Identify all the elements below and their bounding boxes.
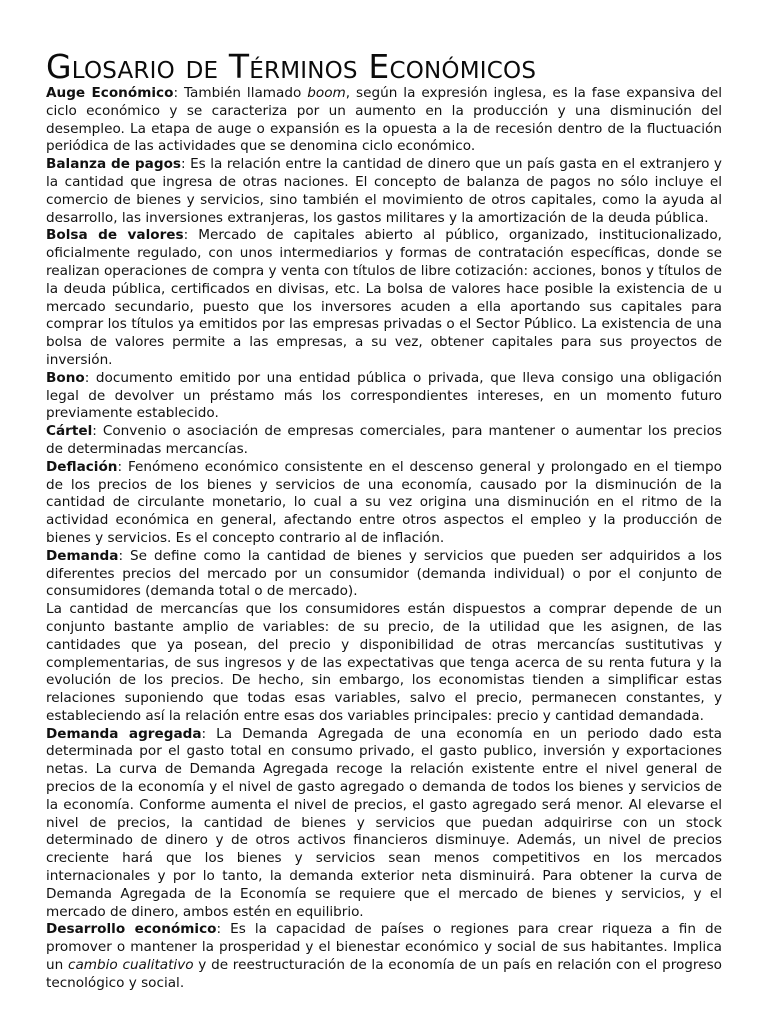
entry-term: Bolsa de valores bbox=[46, 227, 184, 244]
entry-text: : Se define como la cantidad de bienes y servicios que pueden ser adquiridos a los diferentes precios del mercado por un consumidor (demanda individual) o por el conjunto de consumidores (demanda total o de mercado). bbox=[46, 547, 722, 600]
entry-term: Bono bbox=[46, 369, 85, 386]
entry-term: Desarrollo económico bbox=[46, 921, 217, 938]
entry-text: , según la expresión inglesa, es la fase expansiva del ciclo económico y se caracteriza por un aumento en la producción y una disminución del desempleo. La etapa de auge o expansión es la opuesta a la de recesión dentro de la fluctuación periódica de las actividades que se denomina ciclo económico. bbox=[46, 85, 722, 155]
entry-text: : La Demanda Agregada de una economía en un periodo dado esta determinada por el gasto total en consumo privado, el gasto publico, inversión y exportaciones netas. La curva de Demanda Agregada recoge la relación existente entre el nivel general de precios de la economía y el nivel de gasto agregado o demanda de todos los bienes y servicios de la economía. Conforme aumenta el nivel de precios, el gasto agregado será menor. Al elevarse el nivel de precios, la cantidad de bienes y servicios que puedan adquirirse con un stock determinado de dinero y de otros activos financieros disminuye. Además, un nivel de precios creciente hará que los bienes y servicios sean menos competitivos en los mercados internacionales y por lo tanto, la demanda exterior neta disminuirá. Para obtener la curva de Demanda Agregada de la Economía se requiere que el mercado de bienes y servicios, y el mercado de dinero, ambos estén en equilibrio. bbox=[46, 725, 722, 920]
glossary-entry-demanda-agregada bbox=[46, 726, 722, 922]
glossary-page bbox=[46, 47, 723, 993]
page-title: Glosario de Términos Económicos bbox=[46, 47, 537, 86]
entry-text-italic: cambio cualitativo bbox=[67, 957, 194, 974]
entry-term: Auge Económico bbox=[46, 85, 174, 101]
glossary-entry-bono bbox=[46, 370, 722, 423]
entry-text: y de reestructuración de la economía de un país en relación con el progreso tecnológico y social. bbox=[46, 957, 722, 991]
entry-text: : documento emitido por una entidad pública o privada, que lleva consigo una obligación legal de devolver un préstamo más los correspondientes intereses, en un momento futuro previamente establecido. bbox=[46, 369, 722, 422]
glossary-entry-auge-economico bbox=[46, 85, 722, 156]
glossary-entry-demanda bbox=[46, 548, 722, 601]
glossary-entry-desarrollo-economico bbox=[46, 921, 722, 992]
entry-term: Demanda agregada bbox=[46, 725, 202, 742]
glossary-entry-balanza-de-pagos bbox=[46, 156, 722, 227]
glossary-entry-deflacion bbox=[46, 459, 722, 548]
entry-term: Deflación bbox=[46, 458, 118, 475]
entry-text: : También llamado bbox=[173, 85, 308, 101]
glossary-entry-cartel bbox=[46, 423, 722, 459]
glossary-entry-bolsa-de-valores bbox=[46, 227, 722, 369]
entry-term: Balanza de pagos bbox=[46, 156, 181, 173]
entry-text: : Es la capacidad de países o regiones para crear riqueza a fin de promover o mantener la prosperidad y el bienestar económico y social de sus habitantes. Implica un bbox=[46, 921, 722, 974]
glossary-paragraph-demanda-detail bbox=[46, 601, 722, 726]
entry-text: : Convenio o asociación de empresas comerciales, para mantener o aumentar los precios de determinadas mercancías. bbox=[46, 423, 722, 457]
entry-text: La cantidad de mercancías que los consumidores están dispuestos a comprar depende de un conjunto bastante amplio de variables: de su precio, de la utilidad que les asignen, de las cantidades que ya posean, del precio y disponibilidad de otras mercancías sustitutivas y complementarias, de sus ingresos y de las expectativas que tenga acerca de su renta futura y la evolución de los precios. De hecho, sin embargo, los economistas tienden a simplificar estas relaciones suponiendo que todas esas variables, salvo el precio, permanecen constantes, y estableciendo así la relación entre esas dos variables principales: precio y cantidad demandada. bbox=[46, 601, 722, 724]
entry-term: Cártel bbox=[46, 423, 93, 440]
entry-text: : Mercado de capitales abierto al público, organizado, institucionalizado, oficialmente regulado, con unos intermediarios y formas de contratación específicas, donde se realizan operaciones de compra y venta con títulos de libre cotización: acciones, bonos y títulos de la deuda pública, certificados en divisas, etc. La bolsa de valores hace posible la existencia de u mercado secundario, puesto que los inversores acuden a ella aportando sus capitales para comprar los títulos ya emitidos por las empresas privadas o el Sector Público. La existencia de una bolsa de valores permite a las empresas, a su vez, obtener capitales para sus proyectos de inversión. bbox=[46, 227, 723, 368]
entry-term: Demanda bbox=[46, 547, 119, 564]
entry-text: : Fenómeno económico consistente en el descenso general y prolongado en el tiempo de los precios de los bienes y servicios de una economía, causado por la disminución de la cantidad de circulante monetario, lo cual a su vez origina una disminución en el ritmo de la actividad económica en general, afectando entre otros aspectos el empleo y la producción de bienes y servicios. Es el concepto contrario al de inflación. bbox=[46, 458, 722, 546]
entry-text-italic: boom bbox=[307, 85, 346, 101]
entry-text: : Es la relación entre la cantidad de dinero que un país gasta en el extranjero y la cantidad que ingresa de otras naciones. El concepto de balanza de pagos no sólo incluye el comercio de bienes y servicios, sino también el movimiento de otros capitales, como la ayuda al desarrollo, las inversiones extranjeras, los gastos militares y la amortización de la deuda pública. bbox=[46, 156, 722, 226]
